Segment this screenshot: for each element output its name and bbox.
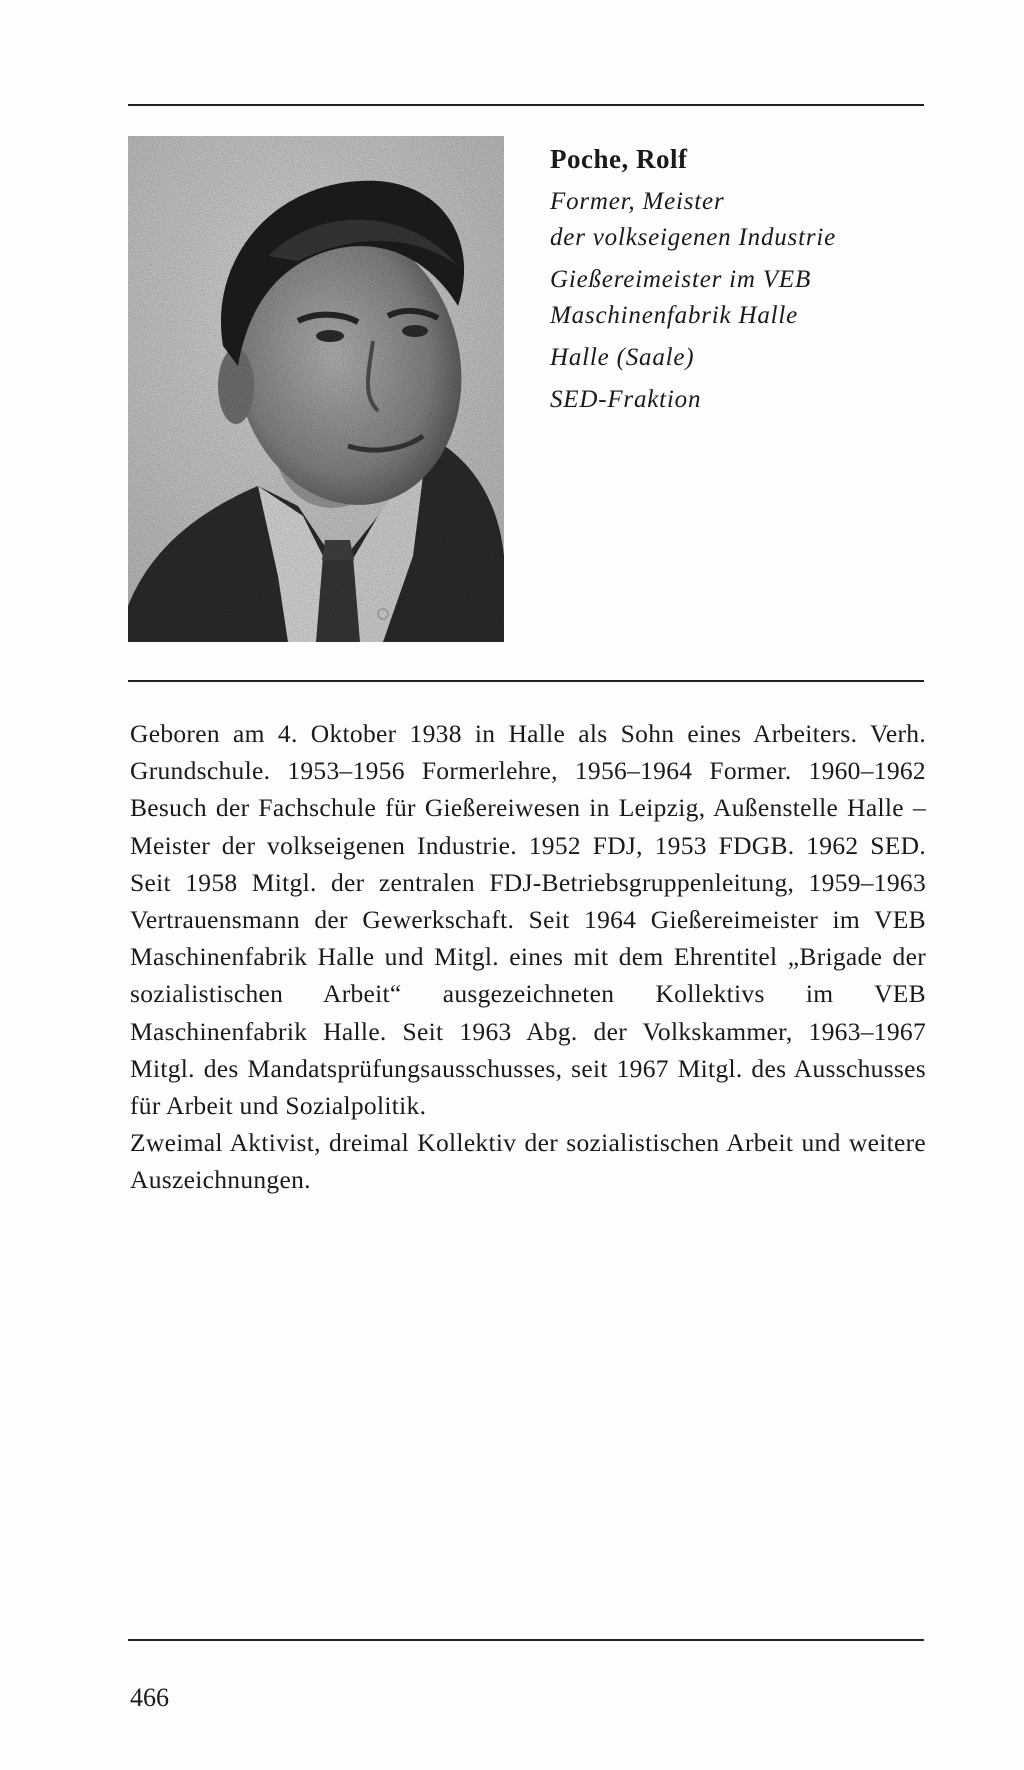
middle-rule [128, 680, 924, 682]
position-line-2: Maschinenfabrik Halle [550, 302, 799, 329]
qualification: der volkseigenen Industrie [550, 224, 836, 251]
position-line-1: Gießereimeister im VEB [550, 266, 812, 293]
page-number: 466 [130, 1683, 169, 1712]
person-name: Poche, Rolf [550, 144, 688, 174]
entry-header [550, 140, 930, 418]
top-rule [128, 104, 924, 106]
biography-paragraph: Zweimal Aktivist, dreimal Kollektiv der sozialistischen Arbeit und weitere Auszeichnungen. [130, 1128, 926, 1195]
biography-paragraph: Geboren am 4. Oktober 1938 in Halle als Sohn eines Arbeiters. Verh. Grundschule. 1953–1956 Formerlehre, 1956–1964 Former. 1960–1962 Besuch der Fachschule für Gießereiwesen in Leipzig, Außenstelle Halle – Meister der volkseigenen Industrie. 1952 FDJ, 1953 FDGB. 1962 SED. Seit 1958 Mitgl. der zentralen FDJ-Betriebsgruppenleitung, 1959–1963 Vertrauensmann der Gewerkschaft. Seit 1964 Gießereimeister im VEB Maschinenfabrik Halle und Mitgl. eines mit dem Ehrentitel „Brigade der sozialistischen Arbeit“ ausgezeichneten Kollektivs im VEB Maschinenfabrik Halle. Seit 1963 Abg. der Volkskammer, 1963–1967 Mitgl. des Mandatsprüfungsausschusses, seit 1967 Mitgl. des Ausschusses für Arbeit und Sozialpolitik. [130, 719, 926, 1121]
bottom-rule [128, 1639, 924, 1641]
faction: SED-Fraktion [550, 386, 702, 413]
occupation: Former, Meister [550, 188, 725, 215]
constituency: Halle (Saale) [550, 344, 695, 371]
portrait-photo [128, 136, 504, 642]
biography [130, 715, 926, 1199]
